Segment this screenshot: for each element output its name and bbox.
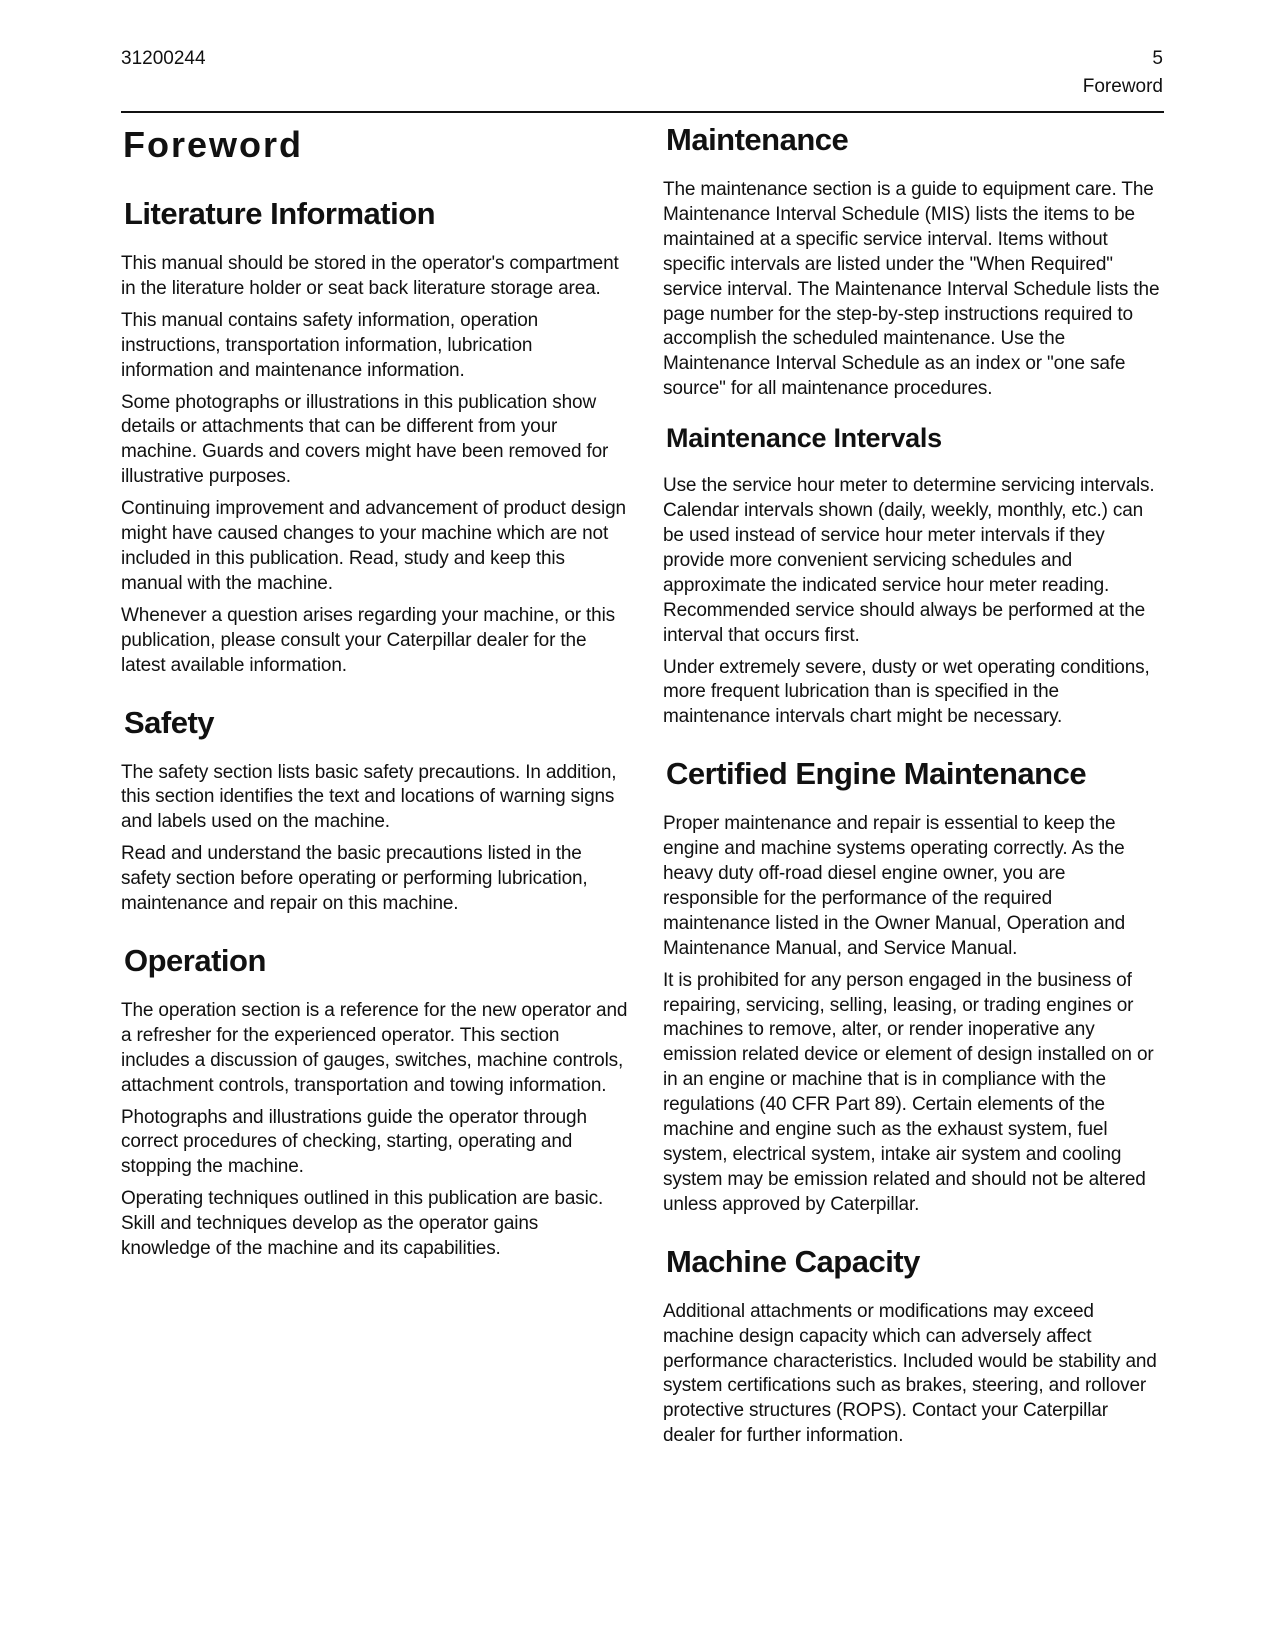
section-heading: Certified Engine Maintenance [666,756,1087,792]
section-literature-information [121,196,629,679]
paragraph: Under extremely severe, dusty or wet operating conditions, more frequent lubrication than is specified in the maintenance intervals chart might be necessary. [663,656,1150,728]
right-column [663,116,1163,1456]
page-number: 5 [1152,48,1163,69]
paragraph: The safety section lists basic safety precautions. In addition, this section identifies the text and locations of warning signs and labels used on the machine. [121,761,617,833]
left-column [121,116,629,1269]
section-heading: Literature Information [124,196,436,231]
paragraph: Operating techniques outlined in this publication are basic. Skill and techniques develop as the operator gains knowledge of the machine and its capabilities. [121,1188,604,1260]
subsection-maintenance-intervals [663,422,1163,730]
section-safety [121,705,629,917]
document-number: 31200244 [121,48,206,69]
running-section-title: Foreword [1082,76,1163,97]
section-maintenance [663,122,1163,402]
section-machine-capacity [663,1244,1163,1449]
paragraph: It is prohibited for any person engaged in the business of repairing, servicing, selling, leasing, or trading engines or machines to remove, alter, or render inoperative any emission related device or element of design installed on or in an engine or machine that is in compliance with the regulations (40 CFR Part 89). Certain elements of the machine and engine such as the exhaust system, fuel system, electrical system, intake air system and cooling system may be emission related and should not be altered unless approved by Caterpillar. [663,969,1154,1215]
paragraph: The maintenance section is a guide to equipment care. The Maintenance Interval Schedule (MIS) lists the items to be maintained at a specific service interval. Items without specific intervals are listed under the "When Required" service interval. The Maintenance Interval Schedule lists the page number for the step-by-step instructions required to accomplish the scheduled maintenance. Use the Maintenance Interval Schedule as an index or "one safe source" for all maintenance procedures. [663,179,1160,400]
section-operation [121,943,629,1262]
paragraph: Photographs and illustrations guide the operator through correct procedures of checking, starting, operating and stopping the machine. [121,1106,587,1178]
paragraph: Whenever a question arises regarding your machine, or this publication, please consult your Caterpillar dealer for the latest available information. [121,604,616,676]
section-heading: Maintenance [666,122,849,157]
header-divider [121,111,1164,113]
subsection-heading: Maintenance Intervals [666,423,942,454]
paragraph: Additional attachments or modifications may exceed machine design capacity which can adversely affect performance characteristics. Included would be stability and system certifications such as brakes, steering, and rollover protective structures (ROPS). Contact your Caterpillar dealer for further information. [663,1300,1157,1447]
paragraph: Proper maintenance and repair is essential to keep the engine and machine systems operating correctly. As the heavy duty off-road diesel engine owner, you are responsible for the performance of the required maintenance listed in the Owner Manual, Operation and Maintenance Manual, and Service Manual. [663,813,1126,959]
paragraph: This manual should be stored in the operator's compartment in the literature holder or seat back literature storage area. [121,253,619,299]
paragraph: This manual contains safety information, operation instructions, transportation information, lubrication information and maintenance information. [121,309,539,381]
section-heading: Machine Capacity [666,1243,920,1279]
page-title: Foreword [123,124,304,165]
paragraph: Continuing improvement and advancement of product design might have caused changes to your machine which are not included in this publication. Read, study and keep this manual with the machine. [121,498,626,594]
section-heading: Safety [124,704,215,740]
paragraph: Use the service hour meter to determine servicing intervals. Calendar intervals shown (daily, weekly, monthly, etc.) can be used instead of service hour meter intervals if they provide more convenient servicing schedules and approximate the indicated service hour meter reading. Recommended service should always be performed at the interval that occurs first. [663,475,1155,646]
paragraph: The operation section is a reference for the new operator and a refresher for the experienced operator. This section includes a discussion of gauges, switches, machine controls, attachment controls, transportation and towing information. [121,999,628,1096]
section-certified-engine-maintenance [663,756,1163,1218]
paragraph: Some photographs or illustrations in this publication show details or attachments that can be different from your machine. Guards and covers might have been removed for illustrative purposes. [121,391,609,488]
section-heading: Operation [124,942,266,978]
paragraph: Read and understand the basic precautions listed in the safety section before operating or performing lubrication, maintenance and repair on this machine. [121,843,588,915]
